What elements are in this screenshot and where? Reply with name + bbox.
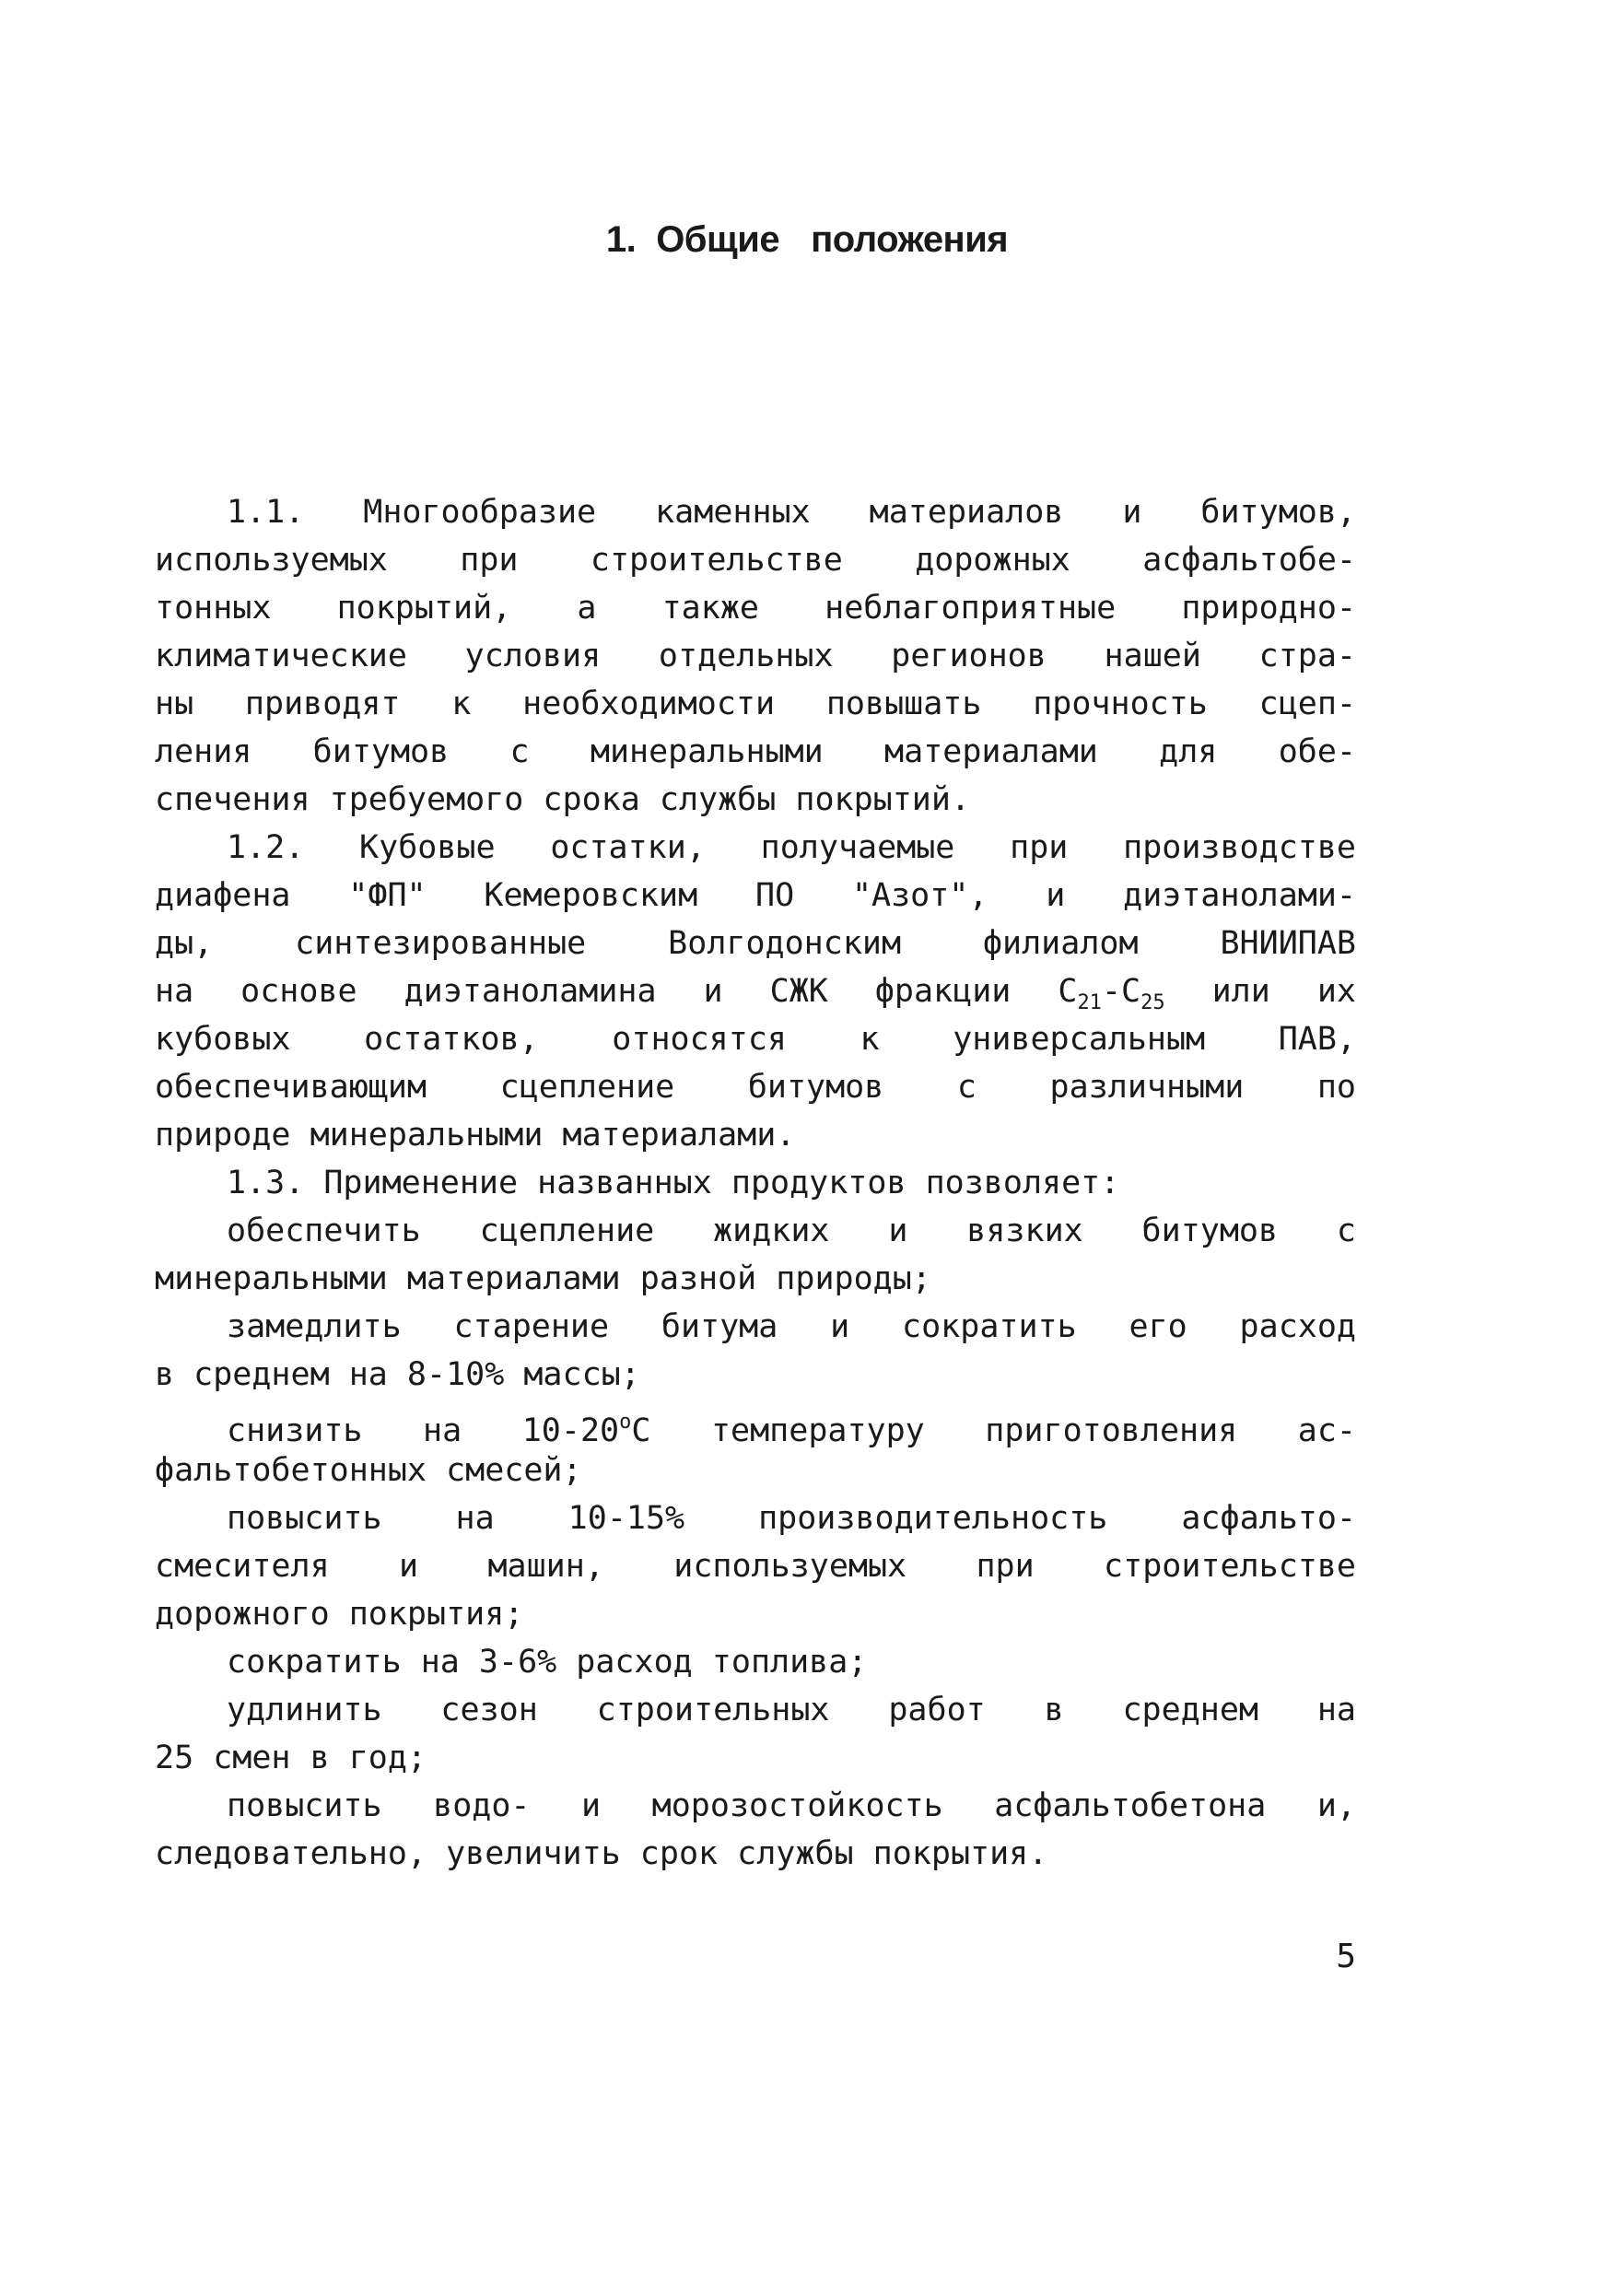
text-line: ды, синтезированные Волгодонским филиалом ВНИИПАВ xyxy=(155,925,1356,962)
text-line: 1.3. Применение названных продуктов позволяет: xyxy=(227,1165,1120,1201)
list-item-line: 25 смен в год; xyxy=(155,1740,427,1776)
list-item-line: минеральными материалами разной природы; xyxy=(155,1260,931,1297)
text-line: кубовых остатков, относятся к универсальным ПАВ, xyxy=(155,1021,1356,1058)
list-item-line: следовательно, увеличить срок службы покрытия. xyxy=(155,1835,1048,1872)
formula-subscript-25: 25 xyxy=(1140,991,1165,1014)
list-item-line: замедлить старение битума и сократить его расход xyxy=(227,1308,1356,1345)
formula-text-before: на основе диэтаноламина и СЖК фракции С xyxy=(155,973,1078,1010)
text-line: тонных покрытий, а также неблагоприятные природно- xyxy=(155,590,1356,627)
heading-word-provisions: положения xyxy=(811,219,1009,260)
text-line: 1.1. Многообразие каменных материалов и битумов, xyxy=(227,494,1356,531)
page-number: 5 xyxy=(1336,1938,1356,1975)
text-line: природе минеральными материалами. xyxy=(155,1117,796,1154)
formula-line xyxy=(155,967,1356,1015)
list-item-line: дорожного покрытия; xyxy=(155,1596,524,1633)
list-item-line: удлинить сезон строительных работ в среднем на xyxy=(227,1692,1356,1728)
temp-text-before: снизить на 10-20 xyxy=(227,1412,620,1449)
list-item-line: фальтобетонных смесей; xyxy=(155,1452,582,1489)
text-line: диафена "ФП" Кемеровским ПО "Азот", и диэтанолами- xyxy=(155,877,1356,914)
heading-number: 1. xyxy=(605,219,637,260)
text-line: ления битумов с минеральными материалами для обе- xyxy=(155,733,1356,770)
degree-superscript: о xyxy=(619,1411,632,1434)
list-item-line: смесителя и машин, используемых при строительстве xyxy=(155,1548,1356,1585)
text-line: климатические условия отдельных регионов нашей стра- xyxy=(155,638,1356,674)
formula-text-after: или их xyxy=(1164,973,1356,1010)
list-item-line xyxy=(227,1399,1356,1447)
text-line: обеспечивающим сцепление битумов с различными по xyxy=(155,1069,1356,1106)
list-item-line: в среднем на 8-10% массы; xyxy=(155,1356,640,1393)
heading-word-general: Общие xyxy=(656,219,780,260)
text-line: ны приводят к необходимости повышать прочность сцеп- xyxy=(155,685,1356,722)
text-line: спечения требуемого срока службы покрытий. xyxy=(155,781,971,818)
formula-subscript-21: 21 xyxy=(1077,991,1102,1014)
list-item-line: сократить на 3-6% расход топлива; xyxy=(227,1644,868,1681)
list-item-line: повысить на 10-15% производительность асфальто- xyxy=(227,1500,1356,1537)
text-line: используемых при строительстве дорожных асфальтобе- xyxy=(155,542,1356,579)
list-item-line: повысить водо- и морозостойкость асфальтобетона и, xyxy=(227,1787,1356,1824)
section-heading xyxy=(0,219,1614,261)
list-item-line: обеспечить сцепление жидких и вязких битумов с xyxy=(227,1212,1356,1249)
temp-text-after: С температуру приготовления ас- xyxy=(631,1412,1356,1449)
text-line: 1.2. Кубовые остатки, получаемые при производстве xyxy=(227,829,1356,866)
formula-dash: -С xyxy=(1101,973,1141,1010)
